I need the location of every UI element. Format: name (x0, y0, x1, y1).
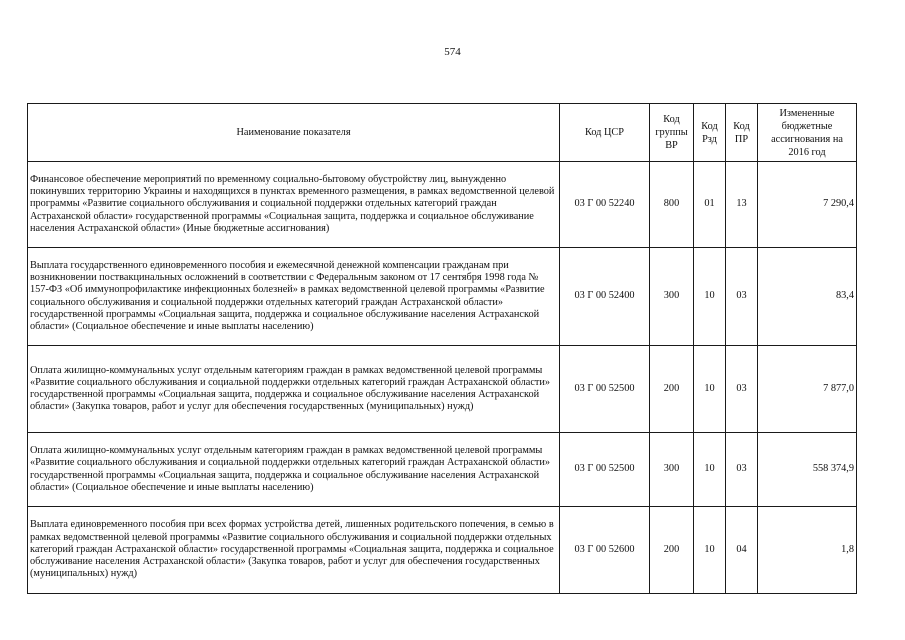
cell-vr: 200 (650, 346, 694, 433)
header-row (28, 104, 857, 162)
cell-rzd: 10 (694, 507, 726, 594)
table-row (28, 248, 857, 346)
cell-csr: 03 Г 00 52240 (560, 162, 650, 248)
table-row (28, 162, 857, 248)
cell-vr: 800 (650, 162, 694, 248)
cell-name: Оплата жилищно-коммунальных услуг отдельным категориям граждан в рамках ведомственной целевой программы «Развитие социального обслуживания и социальной поддержки отдельных категорий граждан Астраханской области» государственной программы «Социальная защита, поддержка и социальное обслуживание населения Астраханской области» (Закупка товаров, работ и услуг для обеспечения государственных (муниципальных) нужд) (28, 346, 560, 433)
header-csr: Код ЦСР (560, 104, 650, 162)
table-row (28, 346, 857, 433)
cell-name: Выплата государственного единовременного пособия и ежемесячной денежной компенсации гражданам при возникновении поствакцинальных осложнений в соответствии с Федеральным законом от 17 сентября 1998 года № 157-ФЗ «Об иммунопрофилактике инфекционных болезней» в рамках ведомственной целевой программы «Развитие социального обслуживания и социальной поддержки отдельных категорий граждан Астраханской области» государственной программы «Социальная защита, поддержка и социальное обслуживание населения Астраханской области» (Социальное обеспечение и иные выплаты населению) (28, 248, 560, 346)
cell-name: Оплата жилищно-коммунальных услуг отдельным категориям граждан в рамках ведомственной целевой программы «Развитие социального обслуживания и социальной поддержки отдельных категорий граждан Астраханской области» государственной программы «Социальная защита, поддержка и социальное обслуживание населения Астраханской области» (Социальное обеспечение и иные выплаты населению) (28, 433, 560, 507)
header-rzd: Код Рзд (694, 104, 726, 162)
cell-vr: 300 (650, 248, 694, 346)
header-vr: Код группы ВР (650, 104, 694, 162)
cell-vr: 200 (650, 507, 694, 594)
cell-csr: 03 Г 00 52500 (560, 433, 650, 507)
page-number: 574 (444, 46, 461, 58)
cell-name: Выплата единовременного пособия при всех формах устройства детей, лишенных родительского попечения, в семью в рамках ведомственной целевой программы «Развитие социального обслуживания и социальной поддержки отдельных категорий граждан Астраханской области» государственной программы «Социальная защита, поддержка и социальное обслуживание населения Астраханской области» (Закупка товаров, работ и услуг для обеспечения государственных (муниципальных) нужд) (28, 507, 560, 594)
cell-rzd: 01 (694, 162, 726, 248)
header-pr: Код ПР (726, 104, 758, 162)
cell-name: Финансовое обеспечение мероприятий по временному социально-бытовому обустройству лиц, вынужденно покинувших территорию Украины и находящихся в пунктах временного размещения, в рамках ведомственной целевой программы «Развитие социального обслуживания и социальной поддержки отдельных категорий граждан Астраханской области» государственной программы «Социальная защита, поддержка и социальное обслуживание населения Астраханской области» (Иные бюджетные ассигнования) (28, 162, 560, 248)
cell-pr: 03 (726, 248, 758, 346)
table-row (28, 433, 857, 507)
table-body (28, 162, 857, 594)
cell-csr: 03 Г 00 52400 (560, 248, 650, 346)
cell-sum: 558 374,9 (758, 433, 857, 507)
header-name: Наименование показателя (28, 104, 560, 162)
header-sum: Измененные бюджетные ассигнования на 2016 год (758, 104, 857, 162)
cell-vr: 300 (650, 433, 694, 507)
cell-rzd: 10 (694, 346, 726, 433)
cell-sum: 7 877,0 (758, 346, 857, 433)
cell-csr: 03 Г 00 52600 (560, 507, 650, 594)
cell-sum: 7 290,4 (758, 162, 857, 248)
cell-sum: 83,4 (758, 248, 857, 346)
cell-pr: 04 (726, 507, 758, 594)
cell-rzd: 10 (694, 248, 726, 346)
budget-table (27, 103, 857, 594)
table-header (28, 104, 857, 162)
cell-rzd: 10 (694, 433, 726, 507)
cell-sum: 1,8 (758, 507, 857, 594)
cell-pr: 03 (726, 433, 758, 507)
cell-csr: 03 Г 00 52500 (560, 346, 650, 433)
cell-pr: 13 (726, 162, 758, 248)
table-row (28, 507, 857, 594)
cell-pr: 03 (726, 346, 758, 433)
